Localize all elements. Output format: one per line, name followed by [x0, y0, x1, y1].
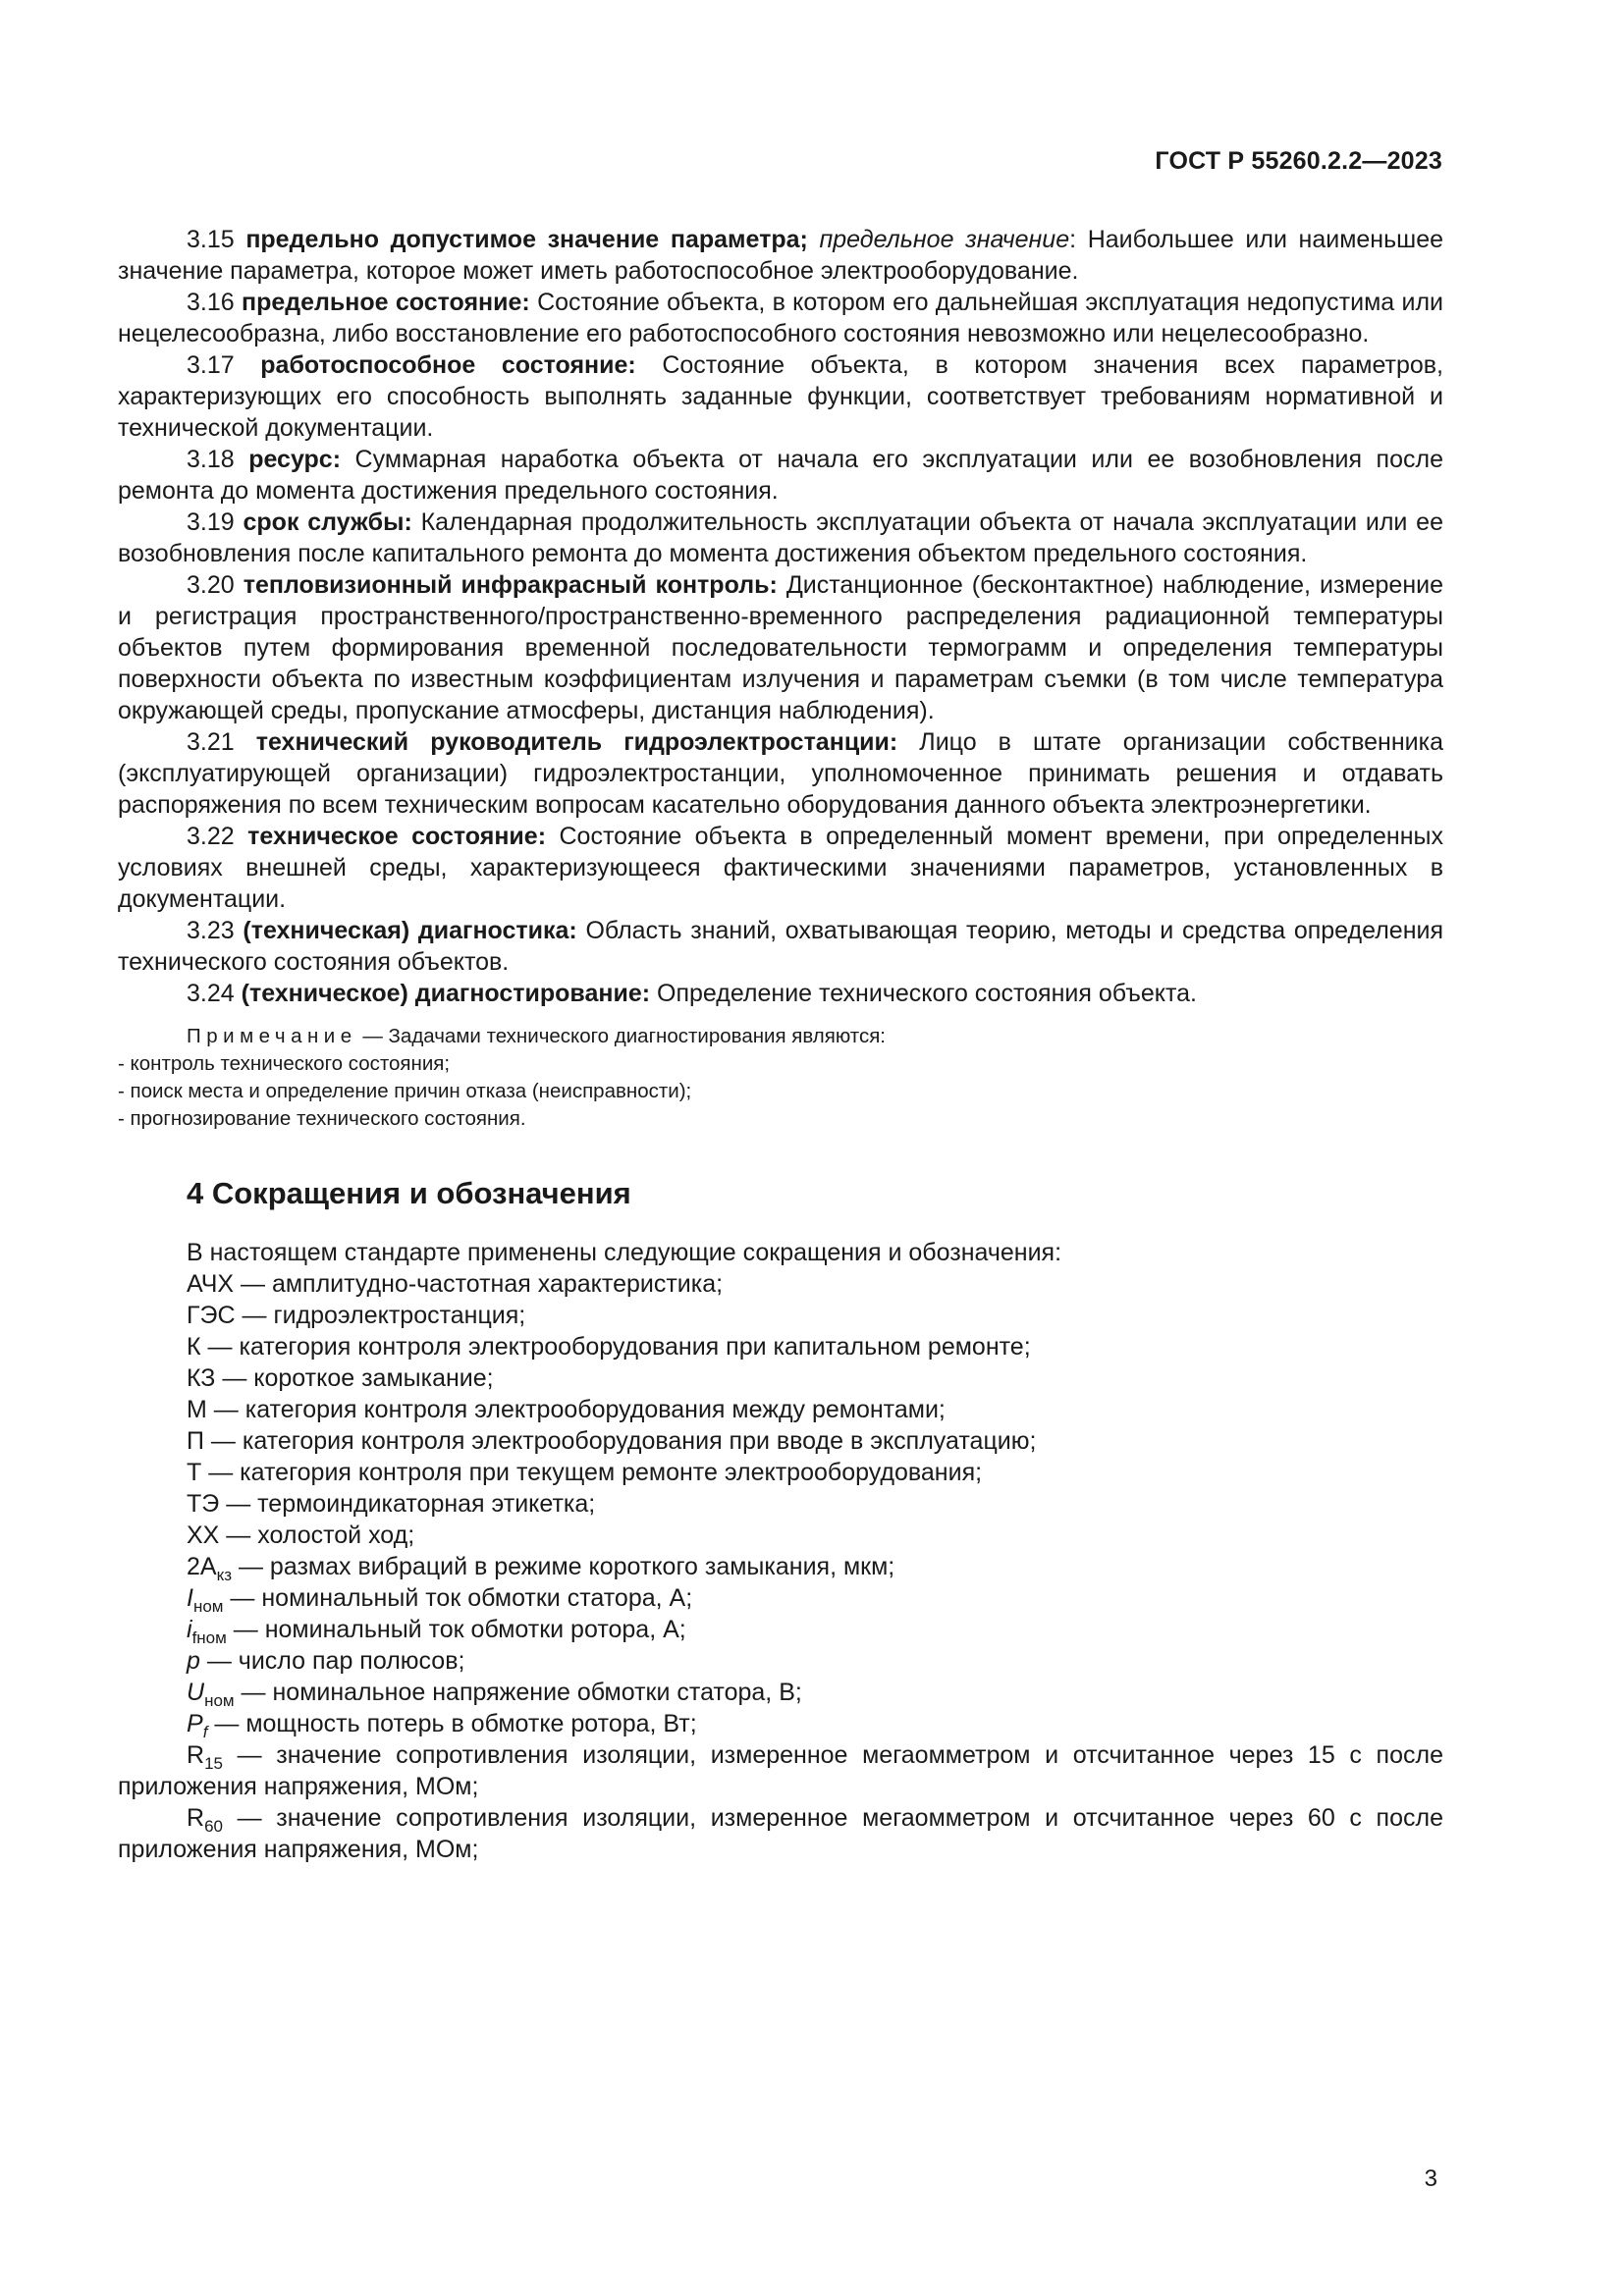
abbreviation-text: — номинальный ток обмотки статора, А; [223, 1584, 693, 1612]
abbreviation-text: — категория контроля электрооборудования при капитальном ремонте; [200, 1333, 1031, 1361]
definition-term: тепловизионный инфракрасный контроль: [243, 571, 778, 599]
abbreviation-symbol: 2A [187, 1553, 217, 1580]
abbreviation-text: — гидроэлектростанция; [235, 1302, 526, 1329]
abbreviation-symbol: КЗ [187, 1364, 216, 1392]
abbreviation-text: — номинальный ток обмотки ротора, А; [226, 1616, 686, 1643]
definition-item [118, 507, 1443, 569]
abbreviation-symbol: R [187, 1804, 205, 1832]
definition-term: (техническое) диагностирование: [241, 980, 651, 1007]
abbreviation-item [118, 1394, 1443, 1425]
abbreviation-symbol: М [187, 1396, 207, 1423]
definition-number: 3.22 [187, 823, 235, 850]
definition-alt-term: предельное значение [819, 226, 1070, 253]
note-item: - контроль технического состояния; [118, 1052, 451, 1075]
abbreviation-text: — значение сопротивления изоляции, измеренное мегаомметром и отсчитанное через 60 с после приложения напряжения, МОм; [118, 1804, 1443, 1863]
abbreviation-text: — размах вибраций в режиме короткого замыкания, мкм; [232, 1553, 895, 1580]
abbreviation-text: — число пар полюсов; [199, 1647, 465, 1675]
abbreviation-text: — категория контроля электрооборудования между ремонтами; [206, 1396, 946, 1423]
abbreviation-item [118, 1268, 1443, 1300]
definition-item [118, 349, 1443, 444]
section-intro: В настоящем стандарте применены следующие сокращения и обозначения: [187, 1239, 1062, 1266]
abbreviation-text: — категория контроля при текущем ремонте электрооборудования; [201, 1459, 983, 1486]
note-item: - прогнозирование технического состояния. [118, 1107, 526, 1130]
definition-number: 3.20 [187, 571, 235, 599]
abbreviation-symbol: p [187, 1647, 200, 1675]
abbreviation-subscript: кз [216, 1566, 233, 1584]
abbreviation-symbol: ГЭС [187, 1302, 236, 1329]
note-block [118, 1023, 1443, 1133]
abbreviation-symbol: R [187, 1741, 205, 1769]
definition-text: Определение технического состояния объекта. [650, 980, 1197, 1007]
definition-text: Состояние объекта, в котором его дальнейшая эксплуатация недопустима или нецелесообразна, либо восстановление его работоспособного состояния невозможно или нецелесообразно. [118, 289, 1443, 347]
definition-term: предельное состояние: [241, 289, 530, 316]
abbreviation-symbol: ХХ [187, 1522, 220, 1549]
abbreviation-symbol: P [187, 1710, 203, 1737]
definition-text: Состояние объекта, в котором значения всех параметров, характеризующих его способность выполнять заданные функции, соответствует требованиям нормативной и технической документации. [118, 351, 1443, 442]
abbreviation-text: — холостой ход; [219, 1522, 415, 1549]
definition-text: Суммарная наработка объекта от начала его эксплуатации или ее возобновления после ремонта до момента достижения предельного состояния. [118, 446, 1443, 505]
note-text: — Задачами технического диагностирования являются: [356, 1025, 887, 1047]
abbreviation-text: — термоиндикаторная этикетка; [219, 1490, 596, 1518]
definition-number: 3.16 [187, 289, 235, 316]
abbreviations-list [118, 1268, 1443, 1865]
abbreviation-symbol: U [187, 1679, 205, 1706]
abbreviation-item [118, 1802, 1443, 1865]
abbreviation-text: — категория контроля электрооборудования при вводе в эксплуатацию; [203, 1427, 1037, 1455]
abbreviation-symbol: Т [187, 1459, 202, 1486]
definition-text: : Наибольшее или наименьшее значение параметра, которое может иметь работоспособное электрооборудование. [118, 226, 1444, 285]
abbreviation-text: — мощность потерь в обмотке ротора, Вт; [207, 1710, 697, 1737]
abbreviation-subscript: 60 [204, 1817, 223, 1836]
abbreviation-symbol: К [187, 1333, 201, 1361]
abbreviation-item [118, 1739, 1443, 1802]
abbreviation-subscript: f [202, 1723, 208, 1741]
abbreviation-item [118, 1614, 1443, 1645]
abbreviation-text: — амплитудно-частотная характеристика; [234, 1270, 724, 1298]
abbreviation-item [118, 1457, 1443, 1488]
abbreviation-item [118, 1331, 1443, 1362]
abbreviation-symbol: ТЭ [187, 1490, 220, 1518]
definition-term: техническое состояние: [247, 823, 547, 850]
abbreviation-subscript: ном [192, 1597, 224, 1616]
definition-term: (техническая) диагностика: [243, 917, 577, 944]
abbreviation-item [118, 1551, 1443, 1582]
definition-text: Календарная продолжительность эксплуатации объекта от начала эксплуатации или ее возобновления после капитального ремонта до момента достижения объектом предельного состояния. [118, 508, 1443, 567]
definition-item [118, 978, 1443, 1009]
abbreviation-item [118, 1645, 1443, 1677]
definition-number: 3.21 [187, 728, 235, 756]
definition-item [118, 726, 1443, 821]
definition-item [118, 915, 1443, 978]
abbreviation-symbol: АЧХ [187, 1270, 235, 1298]
abbreviation-text: — короткое замыкание; [215, 1364, 494, 1392]
definition-number: 3.24 [187, 980, 235, 1007]
page-content [118, 224, 1443, 1865]
abbreviation-subscript: 15 [204, 1754, 223, 1773]
note-heading [118, 1023, 1443, 1050]
abbreviation-item [118, 1300, 1443, 1331]
document-header: ГОСТ Р 55260.2.2—2023 [1155, 147, 1442, 175]
note-label: Примечание [187, 1025, 357, 1047]
definitions-list [118, 224, 1443, 1009]
abbreviation-text: — значение сопротивления изоляции, измеренное мегаомметром и отсчитанное через 15 с после приложения напряжения, МОм; [118, 1741, 1443, 1800]
definition-term: ресурс: [248, 446, 342, 473]
abbreviation-subscript: fном [191, 1629, 227, 1647]
abbreviation-symbol: I [187, 1584, 193, 1612]
definition-number: 3.23 [187, 917, 235, 944]
note-items [118, 1050, 1443, 1133]
definition-text: Дистанционное (бесконтактное) наблюдение, измерение и регистрация пространственного/пространственно-временного распределения радиационной температуры объектов путем формирования временной последовательности термограмм и определения температуры поверхности объекта по известным коэффициентам излучения и параметрам съемки (в том числе температура окружающей среды, пропускание атмосферы, дистанция наблюдения). [118, 571, 1444, 724]
abbreviation-subscript: ном [204, 1691, 235, 1710]
definition-item [118, 569, 1443, 726]
definition-item [118, 444, 1443, 507]
definition-number: 3.17 [187, 351, 235, 379]
definition-item [118, 821, 1443, 915]
definition-term: предельно допустимое значение параметра; [245, 226, 808, 253]
abbreviation-text: — номинальное напряжение обмотки статора, В; [234, 1679, 802, 1706]
definition-number: 3.18 [187, 446, 235, 473]
definition-text: Область знаний, охватывающая теорию, методы и средства определения технического состояния объектов. [118, 917, 1444, 976]
definition-item [118, 224, 1443, 287]
abbreviation-item [118, 1520, 1443, 1551]
abbreviation-item [118, 1362, 1443, 1394]
abbreviation-item [118, 1425, 1443, 1457]
definition-term: срок службы: [243, 508, 412, 536]
definition-text: Лицо в штате организации собственника (эксплуатирующей организации) гидроэлектростанции, уполномоченное принимать решения и отдавать распоряжения по всем техническим вопросам касательно оборудования данного объекта электроэнергетики. [118, 728, 1443, 819]
definition-item [118, 287, 1443, 349]
note-item: - поиск места и определение причин отказа (неисправности); [118, 1080, 692, 1102]
definition-term: технический руководитель гидроэлектростанции: [255, 728, 898, 756]
abbreviation-item [118, 1677, 1443, 1708]
abbreviation-symbol: П [187, 1427, 204, 1455]
abbreviation-item [118, 1488, 1443, 1520]
section-title: 4 Сокращения и обозначения [187, 1176, 631, 1210]
abbreviation-symbol: i [187, 1616, 192, 1643]
page-number: 3 [1424, 2165, 1437, 2192]
abbreviation-item [118, 1708, 1443, 1739]
definition-number: 3.15 [187, 226, 235, 253]
abbreviation-item [118, 1582, 1443, 1614]
definition-term: работоспособное состояние: [260, 351, 636, 379]
definition-text: Состояние объекта в определенный момент времени, при определенных условиях внешней среды, характеризующееся фактическими значениями параметров, установленных в документации. [118, 823, 1443, 913]
definition-number: 3.19 [187, 508, 235, 536]
